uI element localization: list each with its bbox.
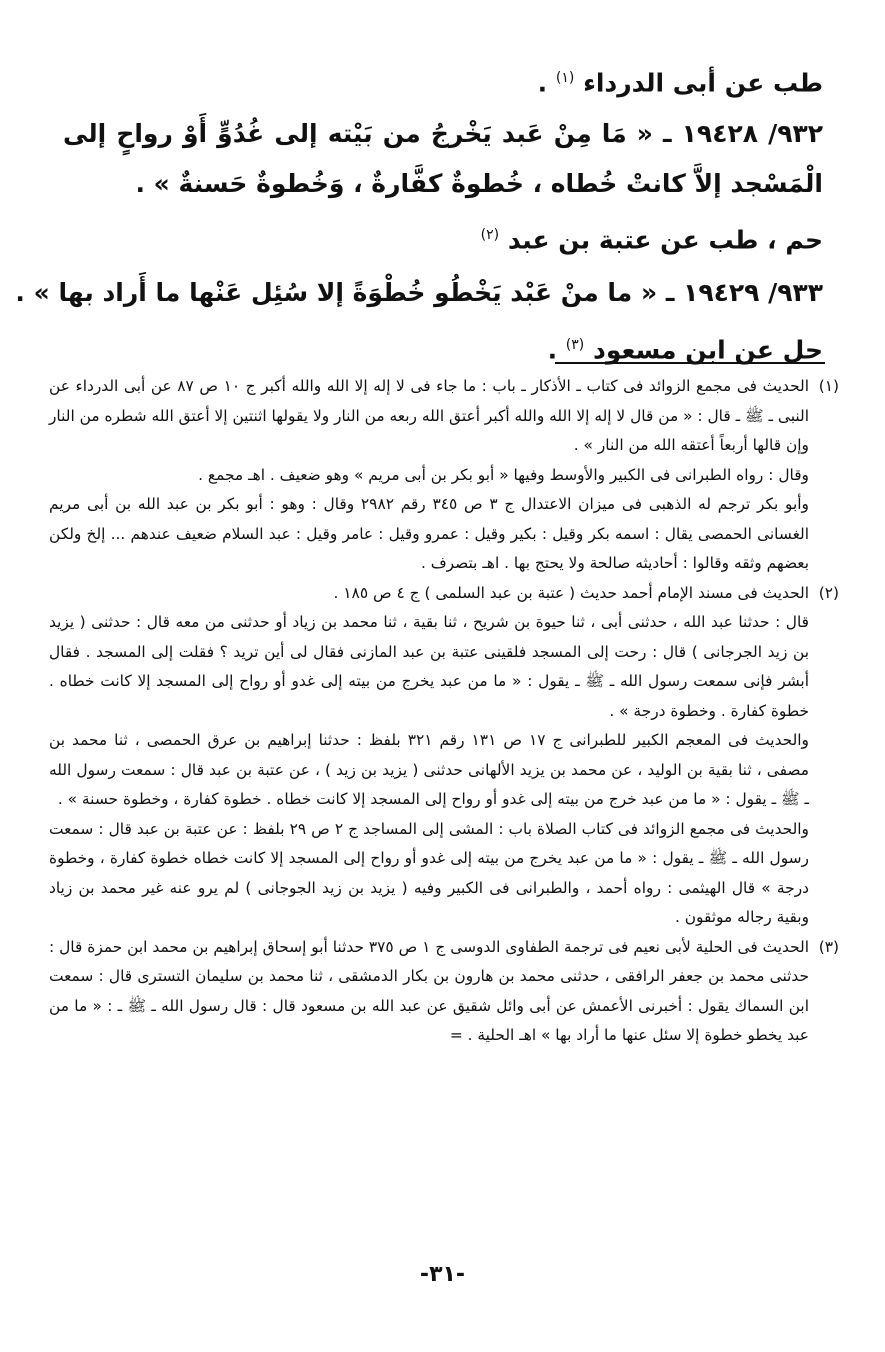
page-number: -٣١- <box>419 1262 466 1287</box>
source-line-1: طب عن أبى الدرداء $^{(١)}$ . <box>537 68 823 98</box>
source-line-2: حم ، طب عن عتبة بن عبد $^{(٢)}$ <box>480 225 823 255</box>
footnote-paragraph: وأبو بكر ترجم له الذهبى فى ميزان الاعتدال ج ٣ ص ٣٤٥ رقم ٢٩٨٢ وقال : وهو : أبو بكر بن عبد الله بن أبى مريم الغسانى الحمصى يقال : اسمه بكر وقيل : بكير وقيل : عمرو وقيل : عامر وقيل : عبد السلام ضعيف عندهم ... إلخ ولكن بعضهم وثقه وقالوا : أحاديثه صالحة ولا يحتج بها . اهـ بتصرف . <box>49 495 809 572</box>
footnote-ref-2: (٢) <box>480 227 500 244</box>
footnote-paragraph: قال : حدثنا عبد الله ، حدثنى أبى ، ثنا حيوة بن شريح ، ثنا بقية ، ثنا محمد بن زياد أو حدثنى من معه قال : حدثنى ( يزيد بن زيد الجرجانى ) قال : رحت إلى المسجد فلقينى عتبة بن عبد المازنى فقال لى أين تريد ؟ فقلت إلى المسجد . فقال أبشر فإنى سمعت رسول الله ـ ﷺ ـ يقول : « ما من عبد يخرج من بيته إلى غدو أو رواح إلى المسجد إلا كانت خطاه . خطوة كفارة . وخطوة درجة » . <box>49 613 809 720</box>
footnote-number: (٢) <box>818 583 839 602</box>
footnote-2 <box>49 579 839 933</box>
hadith-933: ٩٣٣/ ١٩٤٢٩ ـ « ما منْ عَبْد يَخْطُو خُطْوَةً إلا سُئِل عَنْها ما أَراد بها » . <box>15 277 823 307</box>
footnote-paragraph: الحديث فى الحلية لأبى نعيم فى ترجمة الطفاوى الدوسى ج ١ ص ٣٧٥ حدثنا أبو إسحاق إبراهيم بن محمد ابن حمزة قال : حدثنى محمد بن جعفر الرافقى ، حدثنى محمد بن هارون بن بكار الدمشقى ، ثنا محمد بن سليمان التسترى قال : سمعت ابن السماك يقول : أخبرنى الأعمش عن أبى وائل شقيق عن عبد الله بن مسعود قال : قال رسول الله ـ ﷺ ـ : « ما من عبد يخطو خطوة إلا سئل عنها ما أراد بها » اهـ الحلية . = <box>49 937 809 1044</box>
footnote-paragraph: الحديث فى مجمع الزوائد فى كتاب ـ الأذكار ـ باب : ما جاء فى لا إله إلا الله والله أكبر ج ١٠ ص ٨٧ عن أبى الدرداء عن النبى ـ ﷺ ـ قال : « من قال لا إله إلا الله والله أكبر أعتق الله ربعه من النار ولا يقولها اثنتين إلا أعتق الله شطره من النار وإن قالها أربعاً أعتقه الله من النار » . <box>49 377 809 454</box>
footnote-ref-1: (١) <box>555 70 575 86</box>
footnotes <box>49 372 839 1051</box>
source-line-3: حل عن ابن مسعود $^{(٣)}$ . <box>547 334 823 364</box>
footnote-ref-3: (٣) <box>565 336 585 353</box>
footnote-paragraph: وقال : رواه الطبرانى فى الكبير والأوسط وفيها « أبو بكر بن أبى مريم » وهو ضعيف . اهـ مجمع . <box>198 465 809 484</box>
footnote-3 <box>49 933 839 1051</box>
hadith-932: ٩٣٢/ ١٩٤٢٨ ـ « مَا مِنْ عَبد يَخْرجُ من بَيْته إلى غُدُوٍّ أَوْ رواحٍ إلى الْمَسْجد إلاَّ كانتْ خُطاه ، خُطوةٌ كفَّارةٌ ، وَخُطوةٌ حَسنةٌ » . <box>63 119 823 199</box>
footnote-1 <box>49 372 839 579</box>
footnote-number: (١) <box>818 377 839 395</box>
main-text <box>15 52 823 376</box>
footnote-number: (٣) <box>818 937 839 956</box>
footnote-paragraph: الحديث فى مسند الإمام أحمد حديث ( عتبة بن عبد السلمى ) ج ٤ ص ١٨٥ . <box>333 583 809 602</box>
footnote-separator <box>555 362 825 364</box>
footnote-paragraph: والحديث فى المعجم الكبير للطبرانى ج ١٧ ص ١٣١ رقم ٣٢١ بلفظ : حدثنا إبراهيم بن عرق الحمصى ، ثنا محمد بن مصفى ، ثنا بقية بن الوليد ، عن محمد بن يزيد الألهانى حدثنى ( يزيد بن زيد ) ، عن عتبة بن عبد قال : سمعت رسول الله ـ ﷺ ـ يقول : « ما من عبد خرج من بيته إلى غدو أو رواح إلى المسجد إلا كانت خطاه . خطوة كفارة ، وخطوة حسنة » . <box>49 731 809 808</box>
footnote-paragraph: والحديث فى مجمع الزوائد فى كتاب الصلاة باب : المشى إلى المساجد ج ٢ ص ٢٩ بلفظ : عن عتبة بن عبد قال : سمعت رسول الله ـ ﷺ ـ يقول : « ما من عبد يخرج من بيته إلى غدو أو رواح إلى المسجد إلا كانت خطاه خطوة كفارة ، وخطوة درجة » قال الهيثمى : رواه أحمد ، والطبرانى فى الكبير وفيه ( يزيد بن زيد الجوجانى ) لم يرو عنه غير محمد بن زياد وبقية رجاله موثقون . <box>49 819 809 926</box>
